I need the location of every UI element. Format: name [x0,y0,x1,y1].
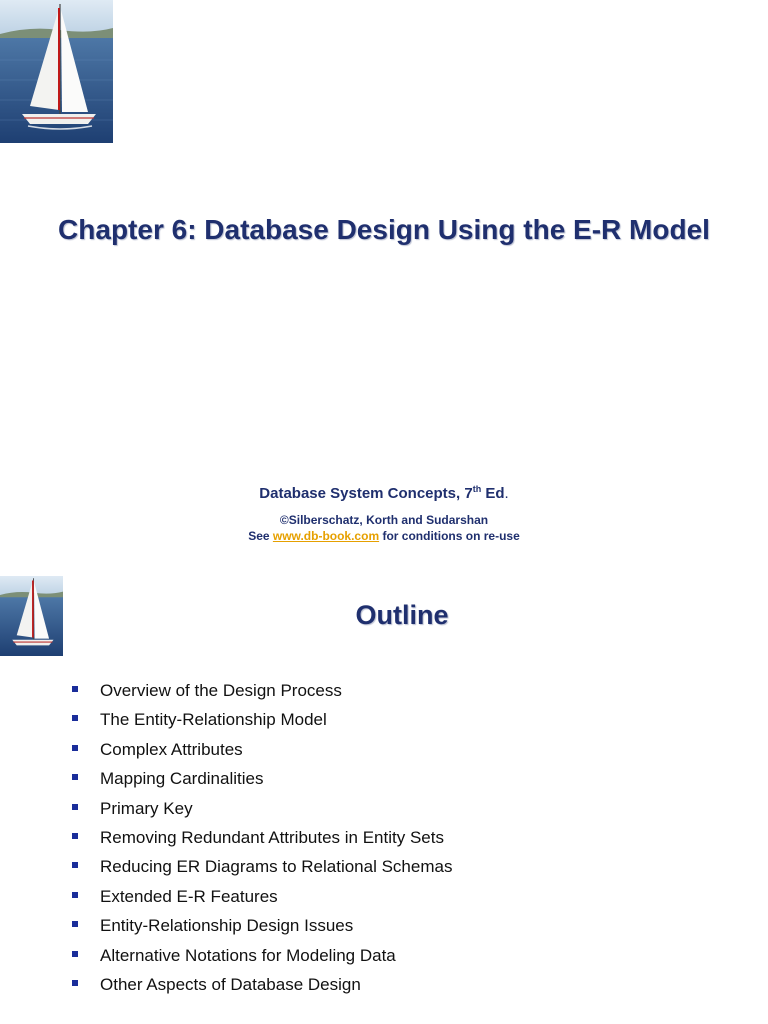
list-item-text: Other Aspects of Database Design [100,974,361,994]
list-item-text: Complex Attributes [100,739,243,759]
square-bullet-icon [72,774,78,780]
slide-title: Chapter 6: Database Design Using the E-R Model [58,214,710,245]
outline-list [0,676,452,999]
square-bullet-icon [72,862,78,868]
authors-line: ©Silberschatz, Korth and Sudarshan [279,513,489,527]
list-item [0,794,452,823]
square-bullet-icon [72,892,78,898]
list-item-text: Mapping Cardinalities [100,769,264,789]
db-book-link[interactable]: www.db-book.com [272,529,380,543]
outline-slide [0,576,768,1024]
list-item [0,941,452,970]
list-item-text: Alternative Notations for Modeling Data [100,945,396,965]
book-title-period: . [504,485,509,502]
list-item [0,911,452,940]
square-bullet-icon [72,804,78,810]
square-bullet-icon [72,980,78,986]
reuse-prefix: See [248,529,273,543]
square-bullet-icon [72,686,78,692]
list-item-text: Overview of the Design Process [100,681,342,700]
book-title-main: Database System Concepts, 7 [259,485,473,502]
reuse-notice [0,528,768,544]
square-bullet-icon [72,833,78,839]
list-item [0,970,452,999]
list-item-text: Removing Redundant Attributes in Entity Sets [100,827,444,847]
outline-title: Outline [355,600,449,630]
list-item [0,705,452,734]
sailboat-image [0,0,113,143]
square-bullet-icon [72,951,78,957]
book-title-superscript: th [472,484,482,494]
list-item [0,852,452,881]
list-item [0,882,452,911]
list-item-text: Entity-Relationship Design Issues [100,916,354,936]
square-bullet-icon [72,715,78,721]
reuse-suffix: for conditions on re-use [379,529,520,543]
list-item-text: Extended E-R Features [100,886,278,906]
list-item [0,676,452,705]
list-item [0,764,452,793]
book-title [0,484,768,504]
book-title-edition: Ed [481,485,505,502]
square-bullet-icon [72,745,78,751]
list-item-text: Reducing ER Diagrams to Relational Schemas [100,857,453,877]
sailboat-image [0,576,63,656]
list-item-text: Primary Key [100,798,193,818]
square-bullet-icon [72,921,78,927]
list-item [0,823,452,852]
list-item-text: The Entity-Relationship Model [100,710,327,730]
list-item [0,735,452,764]
